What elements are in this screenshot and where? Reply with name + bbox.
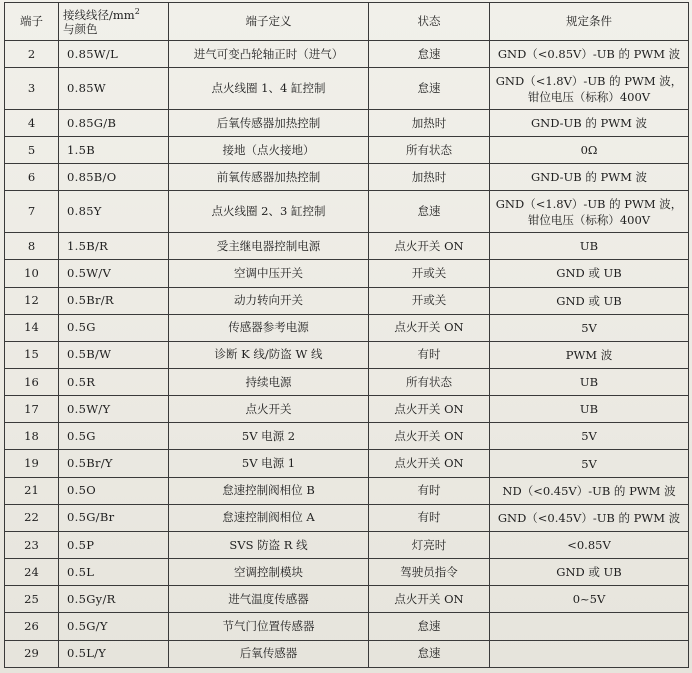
condition-line: 5V bbox=[581, 456, 597, 471]
table-row bbox=[5, 287, 689, 314]
terminal-cell: 19 bbox=[5, 450, 59, 477]
definition-cell: 持续电源 bbox=[169, 369, 369, 396]
wire-cell: 0.5W/Y bbox=[59, 396, 169, 423]
header-terminal: 端子 bbox=[5, 3, 59, 41]
condition-line: UB bbox=[579, 375, 599, 390]
definition-cell: 前氧传感器加热控制 bbox=[169, 164, 369, 191]
wire-cell: 0.5Br/R bbox=[59, 287, 169, 314]
state-cell: 有时 bbox=[369, 341, 490, 368]
wire-cell: 0.85W/L bbox=[59, 41, 169, 68]
condition-line: GND（<1.8V）-UB 的 PWM 波， bbox=[495, 196, 683, 211]
terminal-cell: 18 bbox=[5, 423, 59, 450]
header-condition: 规定条件 bbox=[490, 3, 689, 41]
table-row bbox=[5, 586, 689, 613]
definition-cell: 5V 电源 2 bbox=[169, 423, 369, 450]
state-cell: 点火开关 ON bbox=[369, 423, 490, 450]
terminal-cell: 8 bbox=[5, 233, 59, 260]
definition-cell: 动力转向开关 bbox=[169, 287, 369, 314]
condition-cell bbox=[490, 504, 689, 531]
header-wire-line1: 接线线径/mm bbox=[63, 7, 135, 22]
wire-cell: 1.5B bbox=[59, 137, 169, 164]
state-cell: 点火开关 ON bbox=[369, 233, 490, 260]
definition-cell: 点火线圈 2、3 缸控制 bbox=[169, 191, 369, 233]
wire-cell: 0.5L bbox=[59, 559, 169, 586]
terminal-table bbox=[4, 2, 689, 668]
condition-cell bbox=[490, 396, 689, 423]
state-cell: 加热时 bbox=[369, 109, 490, 136]
wire-cell: 0.5Gy/R bbox=[59, 586, 169, 613]
terminal-cell: 2 bbox=[5, 41, 59, 68]
state-cell: 怠速 bbox=[369, 613, 490, 640]
definition-cell: 点火开关 bbox=[169, 396, 369, 423]
condition-line: 0Ω bbox=[580, 143, 598, 158]
condition-cell bbox=[490, 260, 689, 287]
terminal-cell: 24 bbox=[5, 559, 59, 586]
condition-cell bbox=[490, 613, 689, 640]
terminal-cell: 16 bbox=[5, 369, 59, 396]
condition-cell bbox=[490, 314, 689, 341]
state-cell: 灯亮时 bbox=[369, 531, 490, 558]
condition-line: GND 或 UB bbox=[556, 293, 622, 308]
definition-cell: 受主继电器控制电源 bbox=[169, 233, 369, 260]
wire-cell: 0.5G bbox=[59, 423, 169, 450]
terminal-cell: 7 bbox=[5, 191, 59, 233]
terminal-cell: 15 bbox=[5, 341, 59, 368]
condition-cell bbox=[490, 191, 689, 233]
table-row bbox=[5, 477, 689, 504]
header-wire-sup: 2 bbox=[134, 6, 140, 16]
table-row bbox=[5, 504, 689, 531]
terminal-cell: 29 bbox=[5, 640, 59, 667]
definition-cell: 空调控制模块 bbox=[169, 559, 369, 586]
definition-cell: 接地（点火接地） bbox=[169, 137, 369, 164]
definition-cell: 进气温度传感器 bbox=[169, 586, 369, 613]
terminal-cell: 10 bbox=[5, 260, 59, 287]
definition-cell: 节气门位置传感器 bbox=[169, 613, 369, 640]
condition-line: 5V bbox=[581, 429, 597, 444]
wire-cell: 0.5B/W bbox=[59, 341, 169, 368]
table-row bbox=[5, 369, 689, 396]
state-cell: 点火开关 ON bbox=[369, 314, 490, 341]
wire-cell: 0.5G bbox=[59, 314, 169, 341]
definition-cell: SVS 防盗 R 线 bbox=[169, 531, 369, 558]
definition-cell: 后氧传感器加热控制 bbox=[169, 109, 369, 136]
condition-line: 0~5V bbox=[572, 592, 606, 607]
condition-line: GND（<0.45V）-UB 的 PWM 波 bbox=[497, 510, 681, 525]
state-cell: 怠速 bbox=[369, 191, 490, 233]
condition-line: GND（<0.85V）-UB 的 PWM 波 bbox=[497, 47, 681, 62]
condition-cell bbox=[490, 559, 689, 586]
condition-line: GND 或 UB bbox=[556, 565, 622, 580]
state-cell: 怠速 bbox=[369, 68, 490, 110]
table-row bbox=[5, 68, 689, 110]
wire-cell: 0.5Br/Y bbox=[59, 450, 169, 477]
condition-line: GND（<1.8V）-UB 的 PWM 波， bbox=[495, 73, 683, 88]
table-row bbox=[5, 137, 689, 164]
condition-line: GND-UB 的 PWM 波 bbox=[530, 116, 647, 131]
definition-cell: 怠速控制阀相位 A bbox=[169, 504, 369, 531]
table-row bbox=[5, 260, 689, 287]
condition-cell bbox=[490, 41, 689, 68]
table-row bbox=[5, 314, 689, 341]
terminal-cell: 17 bbox=[5, 396, 59, 423]
state-cell: 所有状态 bbox=[369, 137, 490, 164]
terminal-cell: 25 bbox=[5, 586, 59, 613]
condition-cell bbox=[490, 423, 689, 450]
condition-cell bbox=[490, 369, 689, 396]
condition-line: UB bbox=[579, 239, 599, 254]
wire-cell: 1.5B/R bbox=[59, 233, 169, 260]
wire-cell: 0.5W/V bbox=[59, 260, 169, 287]
definition-cell: 5V 电源 1 bbox=[169, 450, 369, 477]
state-cell: 所有状态 bbox=[369, 369, 490, 396]
table-row bbox=[5, 341, 689, 368]
table-row bbox=[5, 640, 689, 667]
condition-cell bbox=[490, 477, 689, 504]
table-row bbox=[5, 109, 689, 136]
wire-cell: 0.5G/Br bbox=[59, 504, 169, 531]
definition-cell: 点火线圈 1、4 缸控制 bbox=[169, 68, 369, 110]
state-cell: 开或关 bbox=[369, 287, 490, 314]
terminal-cell: 21 bbox=[5, 477, 59, 504]
terminal-cell: 5 bbox=[5, 137, 59, 164]
table-row bbox=[5, 450, 689, 477]
state-cell: 加热时 bbox=[369, 164, 490, 191]
condition-cell bbox=[490, 450, 689, 477]
table-row bbox=[5, 41, 689, 68]
state-cell: 有时 bbox=[369, 477, 490, 504]
header-wire bbox=[59, 3, 169, 41]
state-cell: 点火开关 ON bbox=[369, 586, 490, 613]
condition-cell bbox=[490, 68, 689, 110]
condition-line: UB bbox=[579, 402, 599, 417]
wire-cell: 0.85W bbox=[59, 68, 169, 110]
state-cell: 怠速 bbox=[369, 41, 490, 68]
state-cell: 怠速 bbox=[369, 640, 490, 667]
condition-cell bbox=[490, 233, 689, 260]
definition-cell: 空调中压开关 bbox=[169, 260, 369, 287]
terminal-cell: 22 bbox=[5, 504, 59, 531]
table-row bbox=[5, 396, 689, 423]
condition-line: 钳位电压（标称）400V bbox=[527, 89, 651, 104]
header-definition: 端子定义 bbox=[169, 3, 369, 41]
table-row bbox=[5, 423, 689, 450]
table-header-row bbox=[5, 3, 689, 41]
terminal-cell: 6 bbox=[5, 164, 59, 191]
table-row bbox=[5, 164, 689, 191]
state-cell: 点火开关 ON bbox=[369, 450, 490, 477]
condition-cell bbox=[490, 109, 689, 136]
definition-cell: 怠速控制阀相位 B bbox=[169, 477, 369, 504]
header-wire-line2: 与颜色 bbox=[63, 21, 98, 36]
condition-line: <0.85V bbox=[567, 538, 611, 553]
condition-line: 5V bbox=[581, 320, 597, 335]
table-row bbox=[5, 531, 689, 558]
condition-cell bbox=[490, 640, 689, 667]
condition-line: GND-UB 的 PWM 波 bbox=[530, 170, 647, 185]
wire-cell: 0.5G/Y bbox=[59, 613, 169, 640]
table-row bbox=[5, 233, 689, 260]
condition-cell bbox=[490, 137, 689, 164]
condition-cell bbox=[490, 341, 689, 368]
definition-cell: 诊断 K 线/防盗 W 线 bbox=[169, 341, 369, 368]
state-cell: 驾驶员指令 bbox=[369, 559, 490, 586]
condition-line: 钳位电压（标称）400V bbox=[527, 212, 651, 227]
definition-cell: 传感器参考电源 bbox=[169, 314, 369, 341]
table-body bbox=[5, 41, 689, 668]
wire-cell: 0.5P bbox=[59, 531, 169, 558]
wire-cell: 0.85Y bbox=[59, 191, 169, 233]
condition-line: ND（<0.45V）-UB 的 PWM 波 bbox=[502, 483, 676, 498]
terminal-cell: 23 bbox=[5, 531, 59, 558]
condition-cell bbox=[490, 287, 689, 314]
table-row bbox=[5, 559, 689, 586]
wire-cell: 0.5R bbox=[59, 369, 169, 396]
condition-cell bbox=[490, 164, 689, 191]
state-cell: 有时 bbox=[369, 504, 490, 531]
state-cell: 开或关 bbox=[369, 260, 490, 287]
terminal-cell: 26 bbox=[5, 613, 59, 640]
definition-cell: 后氧传感器 bbox=[169, 640, 369, 667]
state-cell: 点火开关 ON bbox=[369, 396, 490, 423]
terminal-cell: 14 bbox=[5, 314, 59, 341]
table-row bbox=[5, 191, 689, 233]
table-row bbox=[5, 613, 689, 640]
header-state: 状态 bbox=[369, 3, 490, 41]
terminal-cell: 12 bbox=[5, 287, 59, 314]
terminal-cell: 3 bbox=[5, 68, 59, 110]
terminal-cell: 4 bbox=[5, 109, 59, 136]
wire-cell: 0.5L/Y bbox=[59, 640, 169, 667]
definition-cell: 进气可变凸轮轴正时（进气） bbox=[169, 41, 369, 68]
wire-cell: 0.85G/B bbox=[59, 109, 169, 136]
wire-cell: 0.85B/O bbox=[59, 164, 169, 191]
condition-cell bbox=[490, 531, 689, 558]
condition-line: GND 或 UB bbox=[556, 266, 622, 281]
condition-cell bbox=[490, 586, 689, 613]
wire-cell: 0.5O bbox=[59, 477, 169, 504]
condition-line: PWM 波 bbox=[565, 347, 613, 362]
